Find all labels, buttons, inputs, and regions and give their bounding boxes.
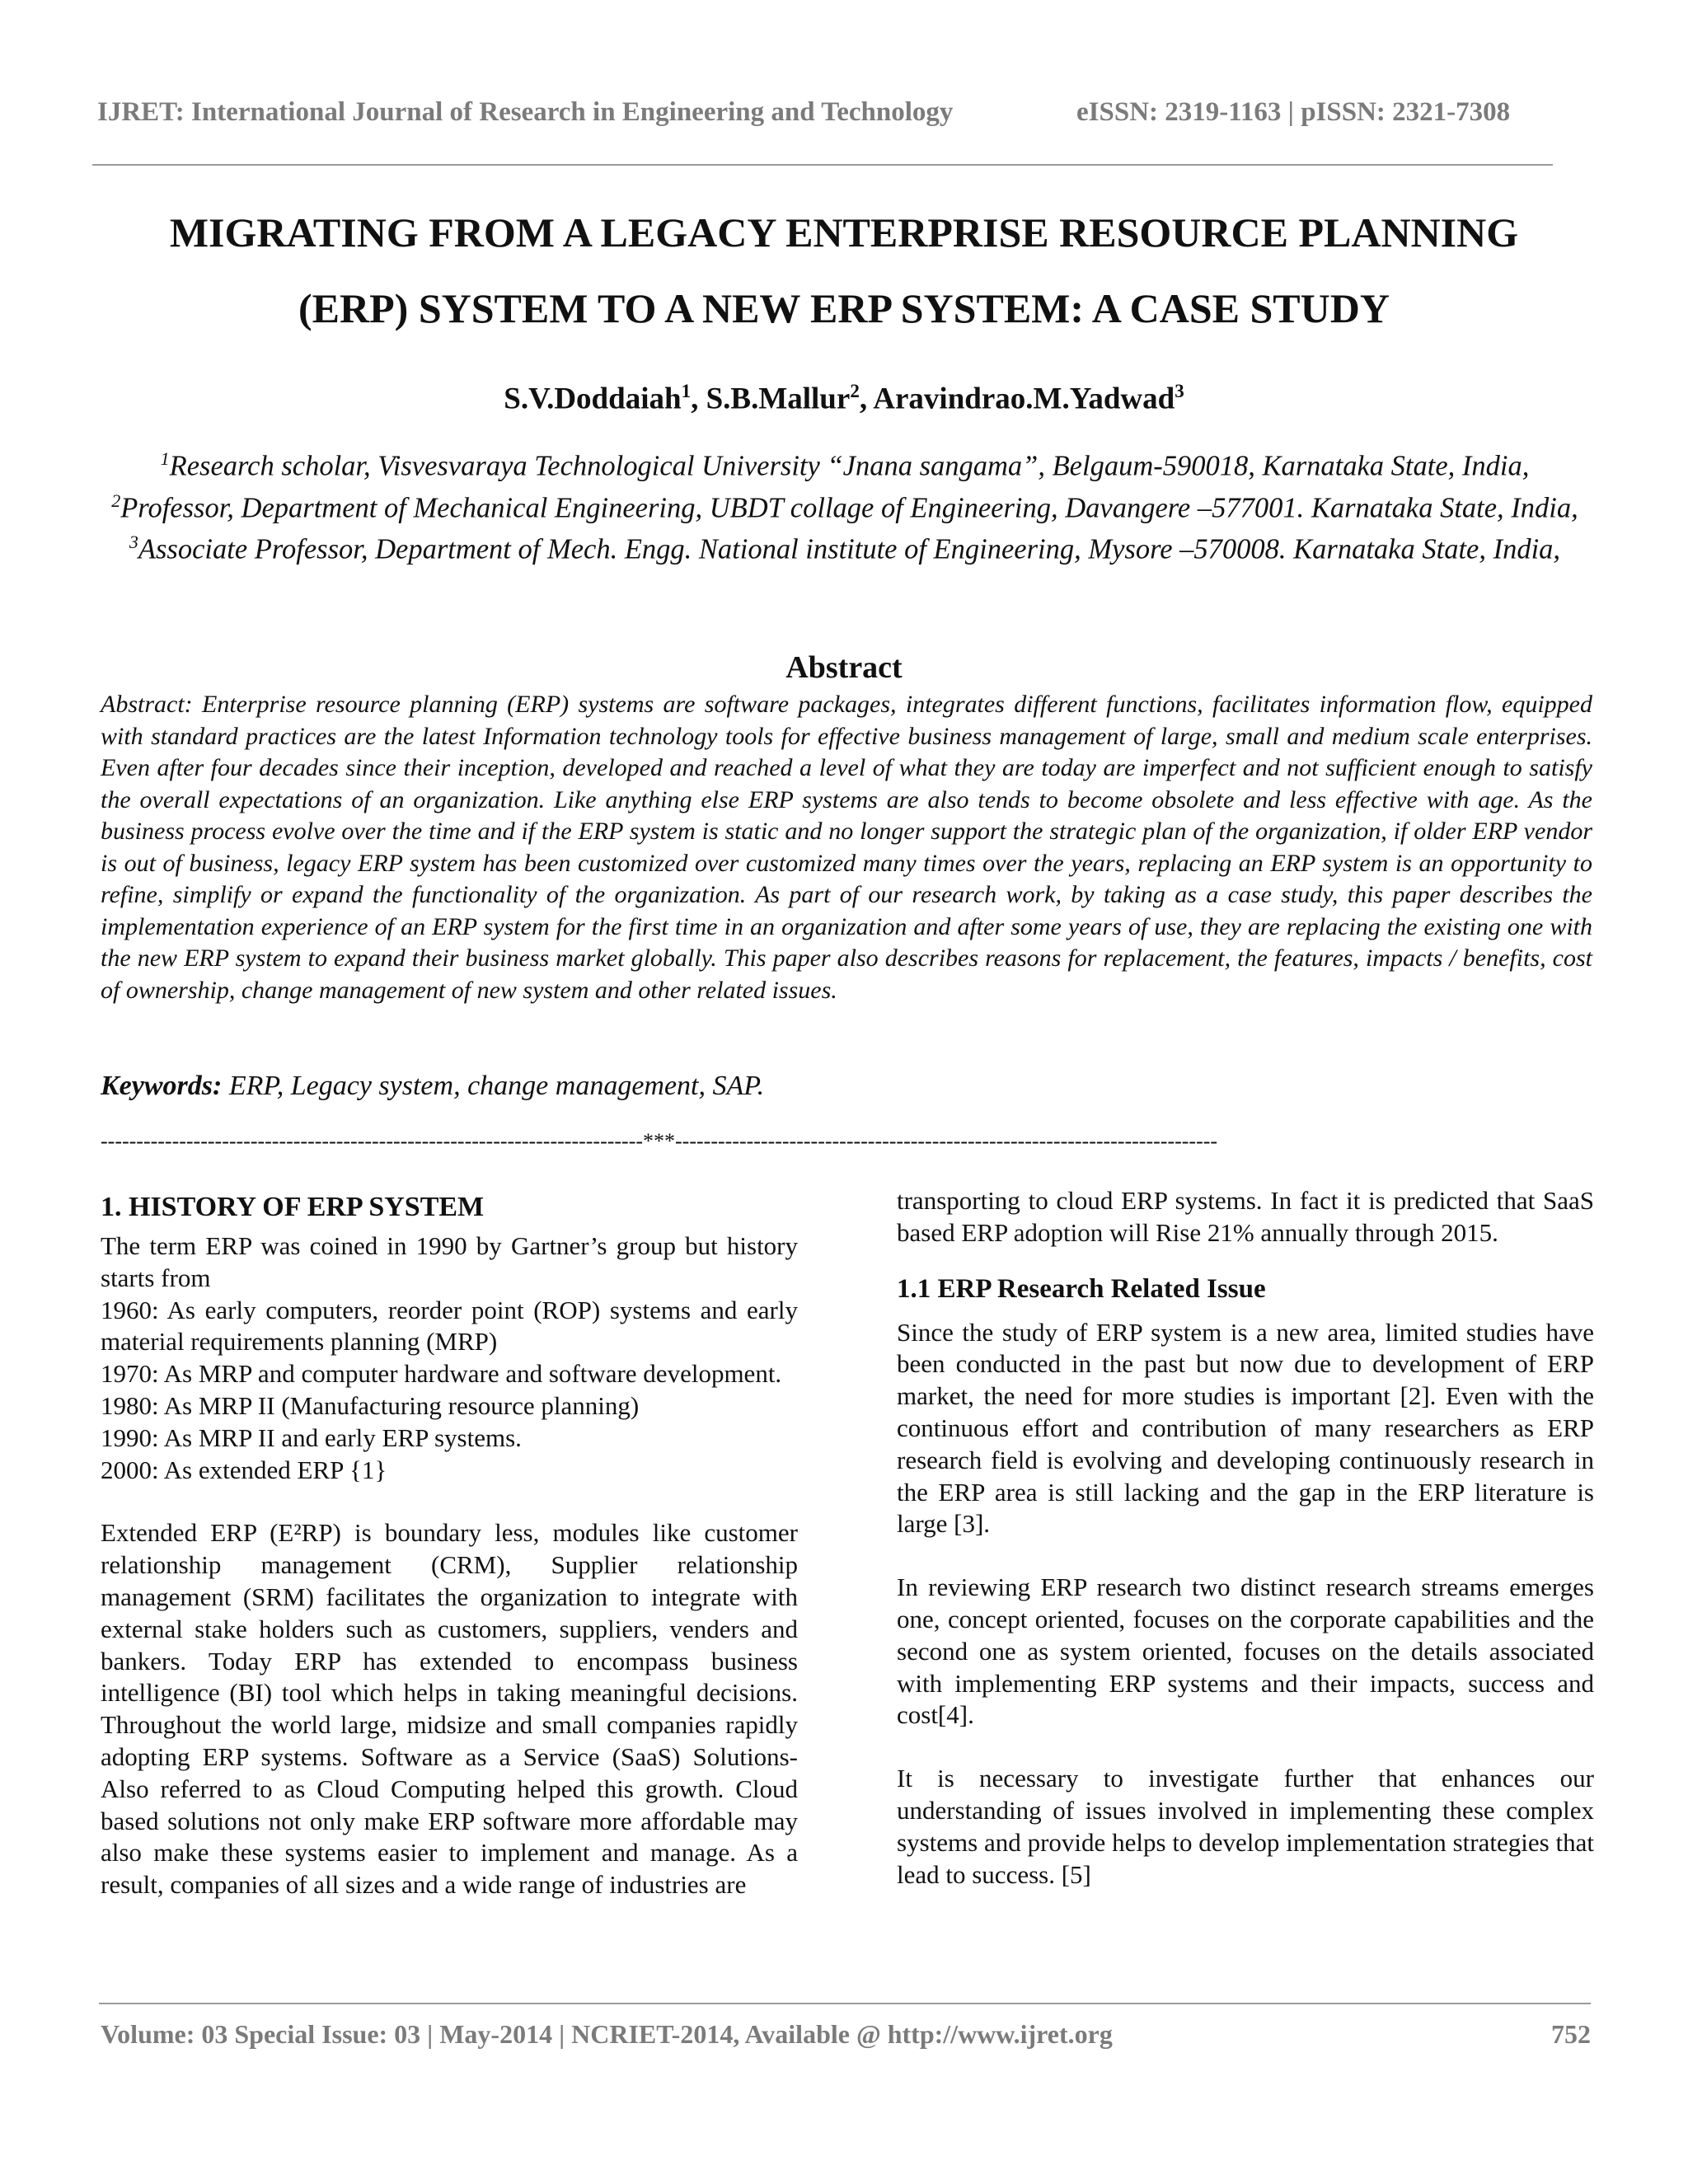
right-column — [897, 1185, 1594, 1891]
header-rule — [92, 164, 1553, 166]
affiliation — [99, 484, 1591, 526]
footer-rule — [99, 2003, 1591, 2004]
body-paragraph: Extended ERP (E²RP) is boundary less, modules like customer relationship management (CRM), Supplier relationship management (SRM) facilitates the organization to integrate with external stake holders such as customers, suppliers, venders and bankers. Today ERP has extended to encompass business intelligence (BI) tool which helps in taking meaningful decisions. Throughout the world large, midsize and small companies rapidly adopting ERP systems. Software as a Service (SaaS) Solutions- Also referred to as Cloud Computing helped this growth. Cloud based solutions not only make ERP software more affordable may also make these systems easier to implement and manage. As a result, companies of all sizes and a wide range of industries are — [101, 1518, 798, 1900]
journal-name: IJRET: International Journal of Research in Engineering and Technology — [97, 97, 954, 127]
body-paragraph: It is necessary to investigate further that enhances our understanding of issues involved in implementing these complex systems and provide helps to develop implementation strategies that lead to success. [5] — [897, 1764, 1594, 1889]
body-paragraph: In reviewing ERP research two distinct research streams emerges one, concept oriented, focuses on the corporate capabilities and the second one as system oriented, focuses on the details associated with implementing ERP systems and their impacts, success and cost[4]. — [897, 1572, 1594, 1730]
affiliation — [99, 442, 1591, 484]
author-sup: 2 — [850, 381, 860, 401]
affiliation-text: Professor, Department of Mechanical Engineering, UBDT collage of Engineering, Davangere –577001. Karnataka State, India, — [120, 492, 1578, 523]
keywords-text: ERP, Legacy system, change management, SAP. — [222, 1071, 765, 1101]
body-paragraph: Since the study of ERP system is a new area, limited studies have been conducted in the past but now due to development of ERP market, the need for more studies is important [2]. Even with the continuous effort and contribution of many researchers as ERP research field is evolving and developing continuously research in the ERP area is still lacking and the gap in the ERP literature is large [3]. — [897, 1317, 1594, 1539]
section-heading: 1. HISTORY OF ERP SYSTEM — [101, 1192, 485, 1222]
affiliation-sup: 1 — [160, 448, 170, 469]
author-sup: 1 — [681, 381, 692, 401]
body-paragraph: transporting to cloud ERP systems. In fact it is predicted that SaaS based ERP adoption will Rise 21% annually through 2015. — [897, 1186, 1594, 1247]
section-separator: ----------------------------------------------------------------------------***---------------------------------------------------------------------------- — [101, 1129, 1218, 1153]
timeline-item: 1990: As MRP II and early ERP systems. — [101, 1422, 522, 1452]
affiliation-text: Associate Professor, Department of Mech. Engg. National institute of Engineering, Mysore –570008. Karnataka State, India, — [138, 533, 1561, 565]
affiliation — [99, 525, 1591, 567]
author-name: S.V.Doddaiah — [504, 382, 682, 416]
keywords-label: Keywords: — [101, 1071, 223, 1101]
subsection-heading: 1.1 ERP Research Related Issue — [897, 1273, 1266, 1304]
paper-title — [82, 194, 1606, 346]
affiliation-sup: 3 — [129, 532, 138, 552]
title-line-1: MIGRATING FROM A LEGACY ENTERPRISE RESOURCE PLANNING — [169, 209, 1519, 255]
author-name: Aravindrao.M.Yadwad — [873, 382, 1175, 416]
author-list: S.V.Doddaiah$^1$, S.B.Mallur$^2$, Aravindrao.M.Yadwad$^3$ — [504, 381, 1184, 416]
title-line-2: (ERP) SYSTEM TO A NEW ERP SYSTEM: A CASE STUDY — [298, 285, 1390, 331]
abstract-body: Abstract: Enterprise resource planning (ERP) systems are software packages, integrates different functions, facilitates information flow, equipped with standard practices are the latest Information technology tools for effective business management of large, small and medium scale enterprises. Even after four decades since their inception, developed and reached a level of what they are today are imperfect and not sufficient enough to satisfy the overall expectations of an organization. Like anything else ERP systems are also tends to become obsolete and less effective with age. As the business process evolve over the time and if the ERP system is static and no longer support the strategic plan of the organization, if older ERP vendor is out of business, legacy ERP system has been customized over customized many times over the years, replacing an ERP system is an opportunity to refine, simplify or expand the functionality of the organization. As part of our research work, by taking as a case study, this paper describes the implementation experience of an ERP system for the first time in an organization and after some years of use, they are replacing the existing one with the new ERP system to expand their business market globally. This paper also describes reasons for replacement, the features, impacts / benefits, cost of ownership, change management of new system and other related issues. — [101, 691, 1592, 1004]
affiliation-text: Research scholar, Visvesvaraya Technological University “Jnana sangama”, Belgaum-590018, Karnataka State, India, — [169, 450, 1530, 482]
keywords — [101, 1071, 764, 1102]
issn: eISSN: 2319-1163 | pISSN: 2321-7308 — [1076, 97, 1511, 127]
author-name: S.B.Mallur — [706, 382, 851, 416]
footer-text: Volume: 03 Special Issue: 03 | May-2014 | NCRIET-2014, Available @ http://www.ijret.org — [101, 2019, 1113, 2049]
timeline-item: 1960: As early computers, reorder point (ROP) systems and early material requirements planning (MRP) — [101, 1295, 798, 1357]
affiliations — [99, 442, 1591, 567]
affiliation-sup: 2 — [111, 490, 121, 511]
page-number: 752 — [1551, 2019, 1591, 2049]
timeline-item: 2000: As extended ERP {1} — [101, 1455, 387, 1484]
abstract-heading: Abstract — [785, 650, 903, 685]
page-footer — [101, 2019, 1591, 2050]
left-column — [101, 1189, 798, 1901]
timeline-item: 1970: As MRP and computer hardware and software development. — [101, 1359, 782, 1389]
timeline-item: 1980: As MRP II (Manufacturing resource planning) — [101, 1390, 640, 1420]
author-sup: 3 — [1175, 381, 1184, 401]
section-intro: The term ERP was coined in 1990 by Gartner’s group but history starts from — [101, 1231, 798, 1292]
